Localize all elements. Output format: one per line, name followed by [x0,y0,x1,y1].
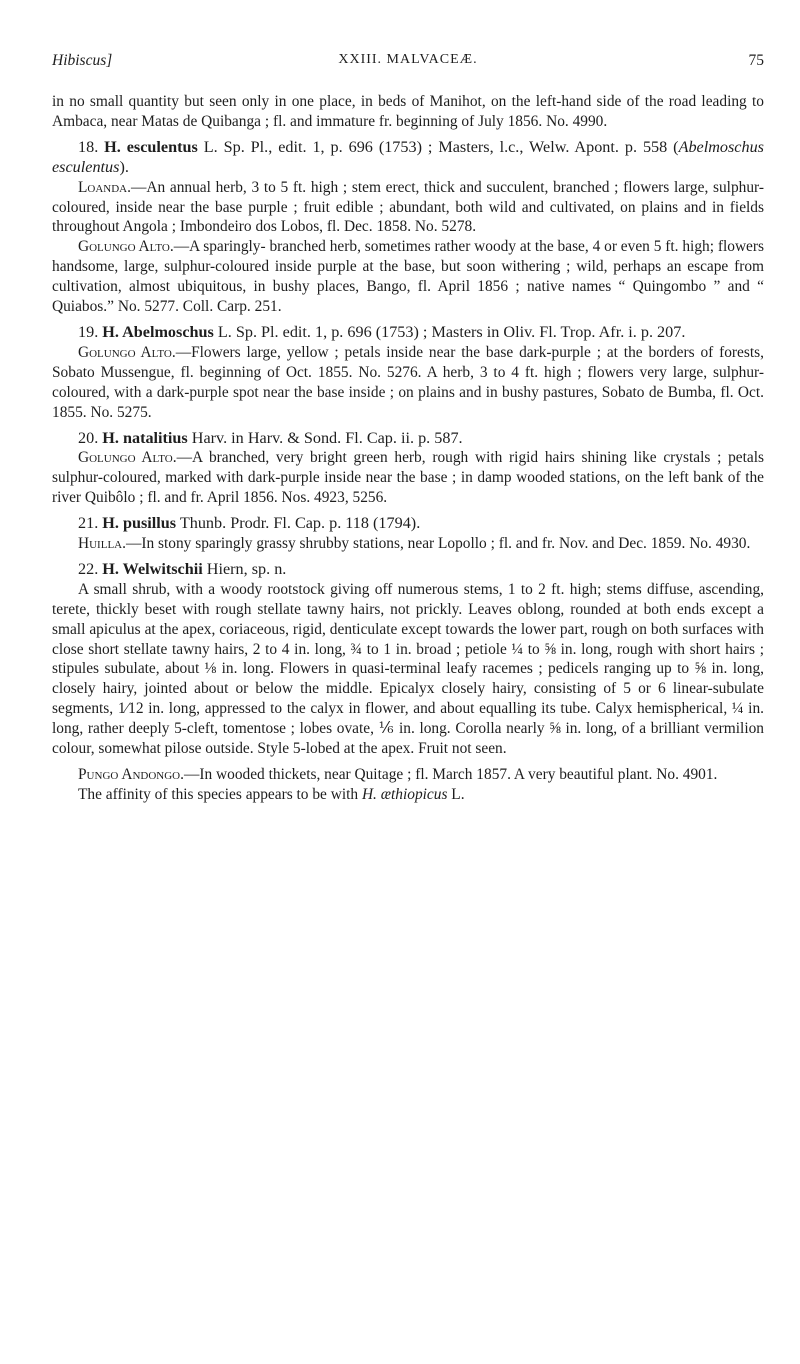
header-genus: Hibiscus] [52,52,113,69]
specimen-record [52,448,764,508]
species-number: 21. [78,514,99,533]
species-reference: L. Sp. Pl., edit. 1, p. 696 (1753) ; Masters, l.c., Welw. Apont. p. 558 ( [197,137,679,156]
header-chapter: XXIII. MALVACEÆ. [338,52,478,67]
specimen-record [52,178,764,238]
record-text: —A sparingly- branched herb, sometimes rather woody at the base, 4 or even 5 ft. high; flowers handsome, large, sulphur-coloured inside purple at the base, but soon withering ; wild, perhaps an escape from cultivation, almost ubiquitous, in bushy places, Bango, fl. April 1856 ; native names “ Quingombo ” and “ Quiabos.” No. 5277. Coll. Carp. 251. [52,238,765,316]
species-name: H. Abelmoschus [102,322,214,341]
species-reference: Hiern, sp. n. [202,559,287,578]
species-name: H. Welwitschii [102,559,203,578]
record-text: —Flowers large, yellow ; petals inside near the base dark-purple ; at the borders of forests, Sobato Mussengue, fl. beginning of Oct. 1855. No. 5276. A herb, 3 to 4 ft. high ; flowers very large, sulphur-coloured, with a dark-purple spot near the base inside ; on plains and in bushy pastures, Sobato de Bumba, fl. Oct. 1855. No. 5275. [52,343,764,421]
locality: Loanda. [78,178,131,196]
locality: Pungo Andongo. [78,766,184,783]
species-reference-end: ). [119,157,129,176]
species-name: H. pusillus [102,514,177,533]
affinity-reference: H. æthiopicus [361,785,448,803]
record-text: —An annual herb, 3 to 5 ft. high ; stem erect, thick and succulent, branched ; flowers large, sulphur-coloured, inside near the base purple ; fruit edible ; abundant, both wild and cultivated, on plains and in fields throughout Angola ; Imbondeiro dos Lobos, fl. Dec. 1858. No. 5278. [52,178,764,236]
page-body [52,92,764,805]
species-heading [52,560,764,580]
specimen-record [52,237,764,317]
affinity-end: L. [447,785,465,803]
species-heading [52,429,764,449]
species-number: 18. [78,137,99,156]
locality: Golungo Alto. [78,238,174,256]
locality: Huilla. [78,535,126,553]
record-text: —In wooded thickets, near Quitage ; fl. March 1857. A very beautiful plant. No. 4901. [183,766,718,783]
locality: Golungo Alto. [78,343,176,361]
species-reference: Harv. in Harv. & Sond. Fl. Cap. ii. p. 587. [187,428,463,447]
species-number: 19. [78,322,99,341]
species-heading [52,514,764,534]
specimen-record [52,534,764,554]
species-name: H. esculentus [104,137,198,156]
species-description: A small shrub, with a woody rootstock giving off numerous stems, 1 to 2 ft. high; stems diffuse, ascending, terete, thickly beset with rough stellate tawny hairs, not prickly. Leaves oblong, rounded at both ends except a small apiculus at the apex, coriaceous, rigid, denticulate except towards the lower part, rough on both surfaces with close short stellate tawny hairs, 2 to 4 in. long, ¾ to 1 in. broad ; petiole ¼ to ⅝ in. long, rough with short hairs ; stipules subulate, about ⅛ in. long. Flowers in quasi-terminal leafy racemes ; pedicels ranging up to ⅝ in. long, closely hairy, jointed about or below the middle. Epicalyx closely hairy, consisting of 5 or 6 linear-subulate segments, 1⁄12 in. long, appressed to the calyx in flower, and about equalling its tube. Calyx hemispherical, ¼ in. long, rather deeply 5-cleft, tomentose ; lobes ovate, ⅙ in. long. Corolla nearly ⅝ in. long, of a brilliant vermilion colour, somewhat pilose outside. Style 5-lobed at the apex. Fruit not seen. [52,580,764,758]
record-text: —In stony sparingly grassy shrubby stations, near Lopollo ; fl. and fr. Nov. and Dec. 1859. No. 4930. [125,535,751,553]
specimen-record [52,765,764,785]
species-name: H. natalitius [102,428,188,447]
affinity-text: The affinity of this species appears to be with [78,785,362,803]
affinity-note [52,785,764,805]
species-number: 22. [78,559,99,578]
species-heading [52,323,764,343]
locality: Golungo Alto. [78,449,177,467]
species-number: 20. [78,428,99,447]
species-reference: Thunb. Prodr. Fl. Cap. p. 118 (1794). [176,514,421,533]
species-reference: L. Sp. Pl. edit. 1, p. 696 (1753) ; Masters in Oliv. Fl. Trop. Afr. i. p. 207. [213,322,686,341]
record-text: —A branched, very bright green herb, rough with rigid hairs shining like crystals ; petals sulphur-coloured, marked with dark-purple inside near the base ; in damp wooded stations, on the left bank of the river Quibôlo ; fl. and fr. April 1856. Nos. 4923, 5256. [52,449,764,507]
species-heading [52,138,764,178]
species-synonym: Abelmoschus esculentus [52,137,764,176]
page-number: 75 [748,52,764,69]
continued-paragraph: in no small quantity but seen only in one place, in beds of Manihot, on the left-hand side of the road leading to Ambaca, near Matas de Quibanga ; fl. and immature fr. beginning of July 1856. No. 4990. [52,93,764,130]
running-header [52,52,764,76]
specimen-record [52,343,764,423]
